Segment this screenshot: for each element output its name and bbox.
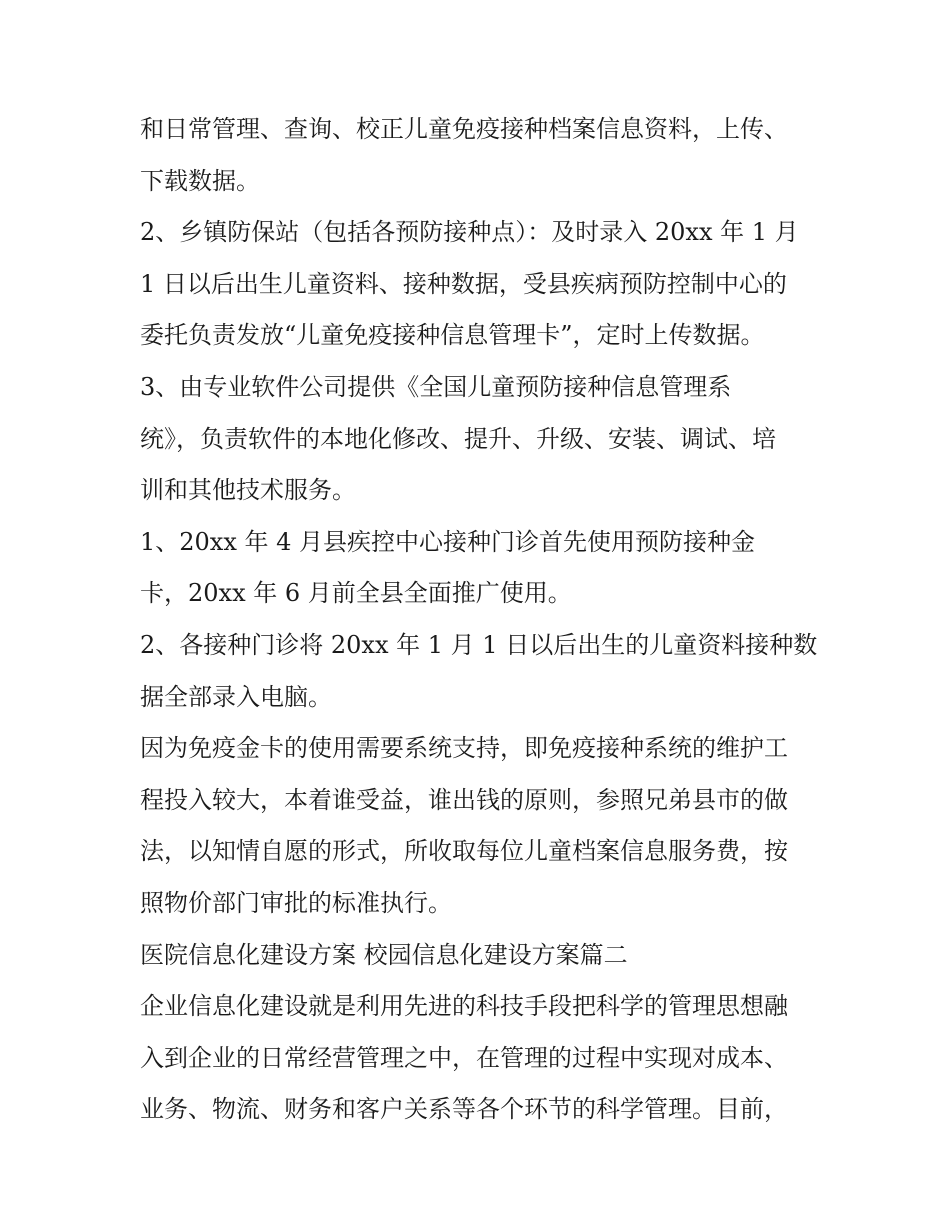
- section-heading: 医院信息化建设方案 校园信息化建设方案篇二: [140, 940, 628, 969]
- text-line: 程投入较大，本着谁受益，谁出钱的原则，参照兄弟县市的做: [140, 785, 788, 814]
- text-line: 1、20xx 年 4 月县疾控中心接种门诊首先使用预防接种金: [140, 527, 756, 556]
- text-line: 训和其他技术服务。: [140, 476, 356, 505]
- text-line: 据全部录入电脑。: [140, 682, 332, 711]
- text-line: 下载数据。: [140, 166, 260, 195]
- text-line: 统》，负责软件的本地化修改、提升、升级、安装、调试、培: [140, 424, 776, 453]
- document-body: [140, 104, 820, 1136]
- text-line: 入到企业的日常经营管理之中，在管理的过程中实现对成本、: [140, 1043, 788, 1072]
- text-line: 因为免疫金卡的使用需要系统支持，即免疫接种系统的维护工: [140, 734, 788, 763]
- text-line: 业务、物流、财务和客户关系等各个环节的科学管理。目前，: [140, 1095, 788, 1124]
- text-line: 2、各接种门诊将 20xx 年 1 月 1 日以后出生的儿童资料接种数: [140, 630, 818, 659]
- text-line: 法，以知情自愿的形式，所收取每位儿童档案信息服务费，按: [140, 837, 788, 866]
- text-line: 卡，20xx 年 6 月前全县全面推广使用。: [140, 579, 572, 608]
- text-line: 和日常管理、查询、校正儿童免疫接种档案信息资料，上传、: [140, 115, 788, 143]
- text-line: 1 日以后出生儿童资料、接种数据，受县疾病预防控制中心的: [140, 269, 787, 298]
- text-line: 照物价部门审批的标准执行。: [140, 888, 452, 917]
- text-line: 委托负责发放“儿童免疫接种信息管理卡”，定时上传数据。: [140, 321, 765, 350]
- text-line: 3、由专业软件公司提供《全国儿童预防接种信息管理系: [140, 372, 732, 401]
- text-line: 2、乡镇防保站（包括各预防接种点）：及时录入 20xx 年 1 月: [140, 218, 799, 247]
- text-line: 企业信息化建设就是利用先进的科技手段把科学的管理思想融: [140, 992, 788, 1021]
